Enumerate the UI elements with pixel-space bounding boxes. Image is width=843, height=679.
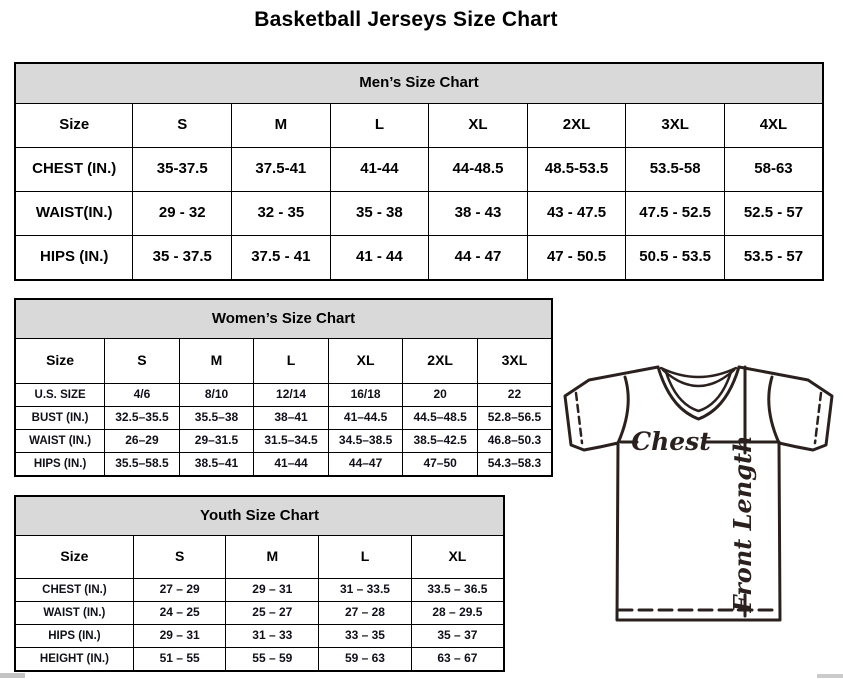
measurement-value-cell: 32 - 35 [232, 192, 331, 236]
size-column-header: M [232, 104, 331, 148]
measurement-value-cell: 35 - 38 [330, 192, 429, 236]
size-column-header: S [105, 339, 180, 384]
collar-arc-1 [661, 368, 736, 377]
measurement-value-cell: 24 – 25 [133, 602, 226, 625]
measurement-value-cell: 41–44 [254, 453, 329, 477]
measurement-value-cell: 50.5 - 53.5 [626, 236, 725, 281]
women-table-row [15, 407, 552, 430]
measurement-value-cell: 29 – 31 [226, 579, 319, 602]
size-column-header: XL [429, 104, 528, 148]
youth-table-row [15, 625, 504, 648]
measurement-value-cell: 32.5–35.5 [105, 407, 180, 430]
youth-size-table-host [14, 495, 505, 672]
women-size-header-row [15, 339, 552, 384]
size-column-label: Size [15, 536, 133, 579]
measurement-value-cell: 26–29 [105, 430, 180, 453]
size-column-header: 3XL [477, 339, 552, 384]
measurement-row-label: CHEST (IN.) [15, 148, 133, 192]
size-column-header: M [226, 536, 319, 579]
measurement-row-label: HIPS (IN.) [15, 625, 133, 648]
measurement-value-cell: 53.5-58 [626, 148, 725, 192]
men-table-row [15, 192, 823, 236]
youth-table-row [15, 579, 504, 602]
size-column-label: Size [15, 104, 133, 148]
measurement-value-cell: 54.3–58.3 [477, 453, 552, 477]
size-column-label: Size [15, 339, 105, 384]
measurement-value-cell: 33 – 35 [319, 625, 412, 648]
measurement-value-cell: 29–31.5 [179, 430, 254, 453]
youth-table-row [15, 602, 504, 625]
size-column-header: M [179, 339, 254, 384]
men-table-title: Men’s Size Chart [15, 63, 823, 104]
measurement-value-cell: 35 - 37.5 [133, 236, 232, 281]
measurement-row-label: HIPS (IN.) [15, 453, 105, 477]
measurement-value-cell: 25 – 27 [226, 602, 319, 625]
measurement-value-cell: 27 – 29 [133, 579, 226, 602]
measurement-row-label: U.S. SIZE [15, 384, 105, 407]
measurement-value-cell: 44–47 [328, 453, 403, 477]
horizontal-scrollbar-fragment-right[interactable] [817, 674, 843, 678]
measurement-value-cell: 37.5 - 41 [232, 236, 331, 281]
measurement-value-cell: 51 – 55 [133, 648, 226, 672]
measurement-value-cell: 55 – 59 [226, 648, 319, 672]
armhole-seam-right [769, 377, 779, 443]
measurement-value-cell: 38 - 43 [429, 192, 528, 236]
size-column-header: 4XL [724, 104, 823, 148]
measurement-value-cell: 41-44 [330, 148, 429, 192]
measurement-value-cell: 29 - 32 [133, 192, 232, 236]
measurement-value-cell: 41–44.5 [328, 407, 403, 430]
size-column-header: S [133, 104, 232, 148]
measurement-value-cell: 48.5-53.5 [527, 148, 626, 192]
horizontal-scrollbar-fragment-left[interactable] [0, 673, 25, 678]
measurement-value-cell: 59 – 63 [319, 648, 412, 672]
measurement-value-cell: 33.5 – 36.5 [411, 579, 504, 602]
armhole-seam-left [618, 377, 628, 443]
measurement-value-cell: 47.5 - 52.5 [626, 192, 725, 236]
women-table-row [15, 430, 552, 453]
measurement-value-cell: 35 – 37 [411, 625, 504, 648]
measurement-value-cell: 52.8–56.5 [477, 407, 552, 430]
measurement-value-cell: 44 - 47 [429, 236, 528, 281]
jersey-measurement-diagram [555, 352, 843, 644]
measurement-value-cell: 29 – 31 [133, 625, 226, 648]
size-column-header: 2XL [527, 104, 626, 148]
size-column-header: L [319, 536, 412, 579]
jersey-outline [565, 367, 832, 620]
men-size-table [14, 62, 824, 281]
measurement-value-cell: 22 [477, 384, 552, 407]
measurement-value-cell: 35.5–38 [179, 407, 254, 430]
measurement-row-label: WAIST (IN.) [15, 602, 133, 625]
measurement-value-cell: 34.5–38.5 [328, 430, 403, 453]
men-table-row [15, 148, 823, 192]
women-table-row [15, 384, 552, 407]
size-column-header: L [254, 339, 329, 384]
men-size-header-row [15, 104, 823, 148]
measurement-value-cell: 4/6 [105, 384, 180, 407]
women-table-title: Women’s Size Chart [15, 299, 552, 339]
men-table-row [15, 236, 823, 281]
cuff-dash-right [815, 393, 821, 443]
size-column-header: 3XL [626, 104, 725, 148]
measurement-value-cell: 41 - 44 [330, 236, 429, 281]
measurement-value-cell: 20 [403, 384, 478, 407]
measurement-value-cell: 31 – 33.5 [319, 579, 412, 602]
measurement-value-cell: 53.5 - 57 [724, 236, 823, 281]
measurement-value-cell: 37.5-41 [232, 148, 331, 192]
measurement-value-cell: 47 - 50.5 [527, 236, 626, 281]
measurement-row-label: HEIGHT (IN.) [15, 648, 133, 672]
measurement-value-cell: 31.5–34.5 [254, 430, 329, 453]
measurement-row-label: BUST (IN.) [15, 407, 105, 430]
size-column-header: XL [328, 339, 403, 384]
measurement-value-cell: 35-37.5 [133, 148, 232, 192]
measurement-value-cell: 8/10 [179, 384, 254, 407]
chest-label: Chest [631, 427, 711, 456]
women-size-table [14, 298, 553, 477]
youth-size-header-row [15, 536, 504, 579]
measurement-row-label: WAIST(IN.) [15, 192, 133, 236]
page-title: Basketball Jerseys Size Chart [254, 8, 558, 31]
measurement-value-cell: 35.5–58.5 [105, 453, 180, 477]
size-column-header: L [330, 104, 429, 148]
size-column-header: 2XL [403, 339, 478, 384]
measurement-row-label: CHEST (IN.) [15, 579, 133, 602]
measurement-value-cell: 63 – 67 [411, 648, 504, 672]
measurement-value-cell: 12/14 [254, 384, 329, 407]
measurement-value-cell: 52.5 - 57 [724, 192, 823, 236]
measurement-value-cell: 28 – 29.5 [411, 602, 504, 625]
measurement-row-label: HIPS (IN.) [15, 236, 133, 281]
measurement-value-cell: 44.5–48.5 [403, 407, 478, 430]
measurement-value-cell: 38.5–41 [179, 453, 254, 477]
women-table-row [15, 453, 552, 477]
mens-size-table-host [14, 62, 824, 281]
front-length-label: Front Length [728, 435, 757, 613]
measurement-value-cell: 47–50 [403, 453, 478, 477]
measurement-value-cell: 43 - 47.5 [527, 192, 626, 236]
size-column-header: XL [411, 536, 504, 579]
measurement-value-cell: 38.5–42.5 [403, 430, 478, 453]
cuff-dash-left [576, 393, 582, 443]
womens-size-table-host [14, 298, 553, 477]
measurement-value-cell: 16/18 [328, 384, 403, 407]
measurement-row-label: WAIST (IN.) [15, 430, 105, 453]
measurement-value-cell: 58-63 [724, 148, 823, 192]
size-column-header: S [133, 536, 226, 579]
youth-table-row [15, 648, 504, 672]
measurement-value-cell: 44-48.5 [429, 148, 528, 192]
youth-table-title: Youth Size Chart [15, 496, 504, 536]
youth-size-table [14, 495, 505, 672]
measurement-value-cell: 31 – 33 [226, 625, 319, 648]
measurement-value-cell: 38–41 [254, 407, 329, 430]
measurement-value-cell: 27 – 28 [319, 602, 412, 625]
measurement-value-cell: 46.8–50.3 [477, 430, 552, 453]
